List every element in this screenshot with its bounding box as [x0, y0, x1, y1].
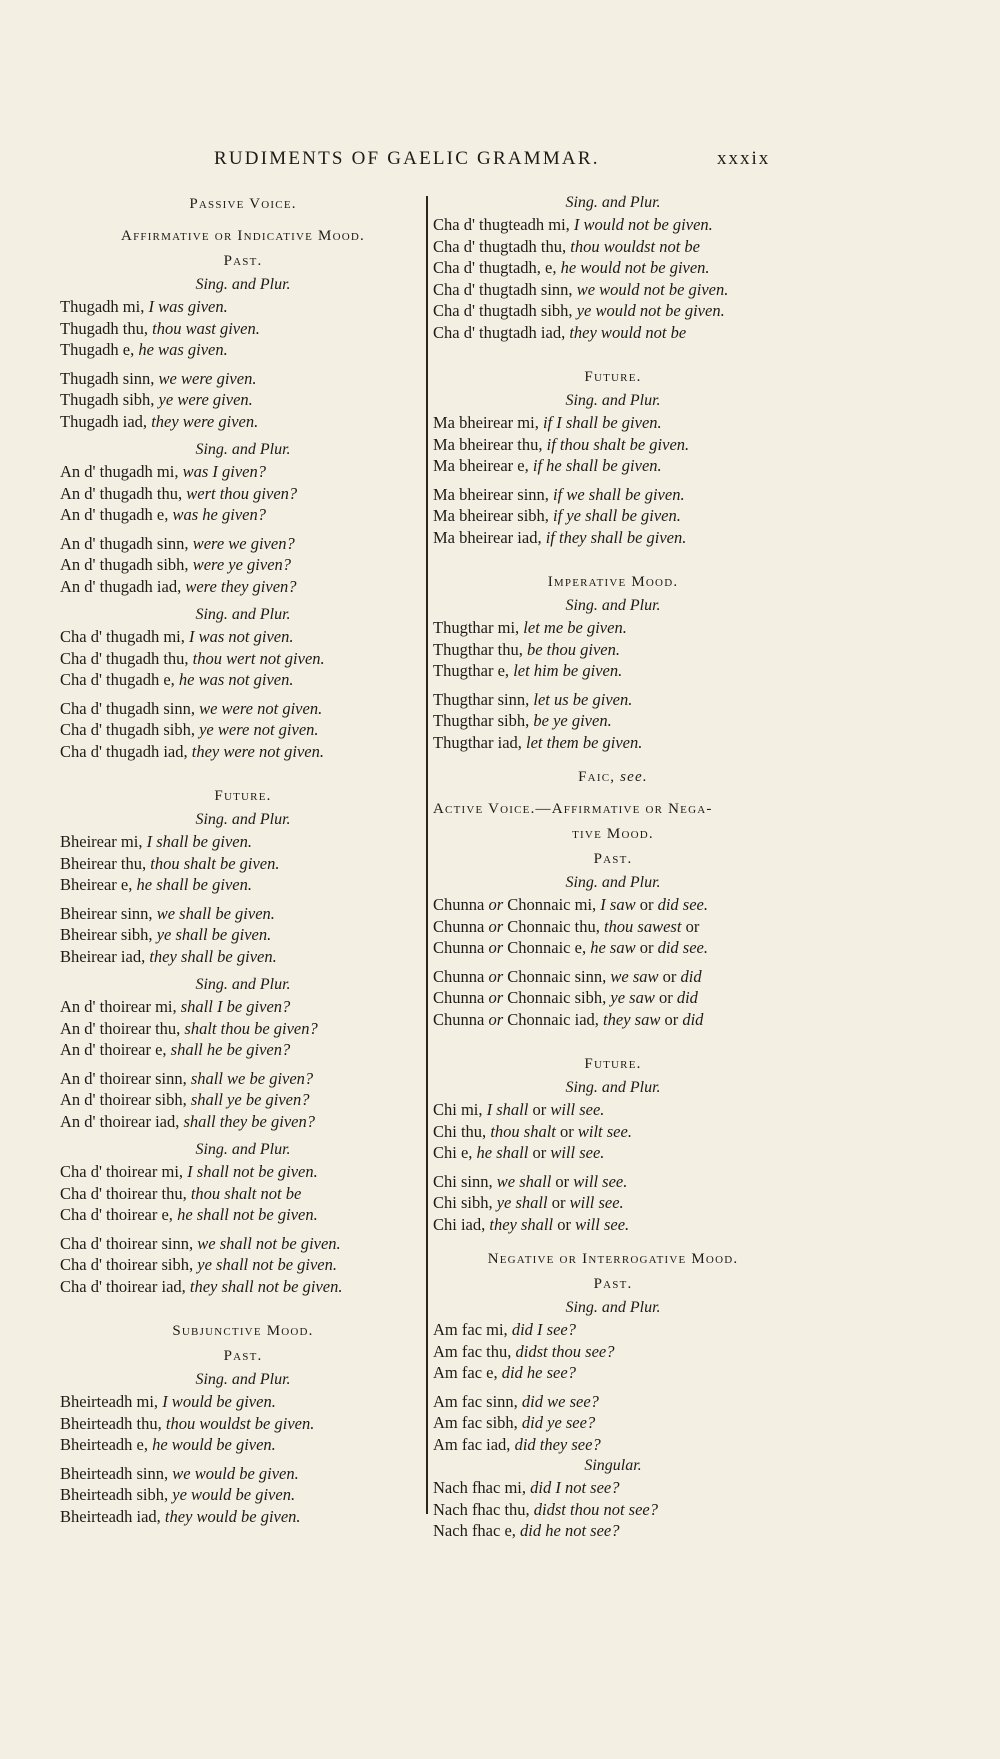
- paradigm-line: Chi iad, they shall or will see.: [433, 1214, 630, 1234]
- number-subheading: Sing. and Plur.: [195, 811, 291, 828]
- number-subheading: Sing. and Plur.: [565, 874, 661, 891]
- paradigm-line: An d' thugadh e, was he given?: [60, 505, 266, 524]
- paradigm-line: Am fac sibh, did ye see?: [433, 1413, 596, 1432]
- paradigm-line: Thugthar e, let him be given.: [433, 661, 623, 680]
- tense-heading: Future.: [214, 788, 272, 804]
- paradigm-line: Cha d' thoirear e, he shall not be given.: [60, 1205, 318, 1224]
- paradigm-line: Nach fhac thu, didst thou not see?: [433, 1499, 658, 1519]
- paradigm-line: Cha d' thugadh iad, they were not given.: [60, 741, 325, 761]
- paradigm-line: An d' thoirear sibh, shall ye be given?: [60, 1090, 310, 1109]
- paradigm-line: Chunna or Chonnaic mi, I saw or did see.: [433, 895, 708, 914]
- paradigm-line: Thugadh thu, thou wast given.: [60, 318, 260, 338]
- paradigm-line: Ma bheirear e, if he shall be given.: [433, 456, 662, 475]
- tense-heading: Past.: [223, 253, 263, 269]
- paradigm-line: Cha d' thugtadh iad, they would not be: [433, 322, 687, 342]
- paradigm-line: Chunna or Chonnaic sibh, ye saw or did: [433, 988, 698, 1007]
- paradigm-line: Bheirear thu, thou shalt be given.: [60, 853, 280, 873]
- paradigm-line: Cha d' thoirear sibh, ye shall not be given.: [60, 1255, 338, 1274]
- paradigm-line: Am fac iad, did they see?: [433, 1434, 601, 1454]
- number-subheading: Sing. and Plur.: [565, 1079, 661, 1096]
- right-column: [433, 192, 793, 1542]
- running-title: RUDIMENTS OF GAELIC GRAMMAR.: [214, 148, 600, 169]
- paradigm-line: Bheirteadh sinn, we would be given.: [60, 1463, 299, 1483]
- paradigm-line: Cha d' thoirear iad, they shall not be given.: [60, 1276, 343, 1296]
- voice-heading-cont: tive Mood.: [572, 826, 654, 842]
- number-subheading: Sing. and Plur.: [195, 276, 291, 293]
- paradigm-line: An d' thugadh thu, wert thou given?: [60, 483, 298, 503]
- section-heading: Passive Voice.: [189, 196, 297, 212]
- left-column: [60, 192, 426, 1527]
- paradigm-line: Bheirear mi, I shall be given.: [60, 832, 252, 851]
- number-subheading: Sing. and Plur.: [195, 1141, 291, 1158]
- tense-heading: Future.: [584, 369, 642, 385]
- paradigm-line: An d' thugadh sinn, were we given?: [60, 533, 295, 553]
- mood-heading: Negative or Interrogative Mood.: [487, 1251, 739, 1267]
- number-subheading: Sing. and Plur.: [565, 597, 661, 614]
- page-number: xxxix: [717, 148, 771, 169]
- paradigm-line: Thugthar mi, let me be given.: [433, 618, 627, 637]
- paradigm-line: Am fac mi, did I see?: [433, 1320, 576, 1339]
- paradigm-line: Cha d' thoirear sinn, we shall not be given.: [60, 1233, 341, 1253]
- paradigm-line: Am fac e, did he see?: [433, 1363, 576, 1382]
- paradigm-line: An d' thugadh sibh, were ye given?: [60, 555, 292, 574]
- number-subheading: Sing. and Plur.: [195, 606, 291, 623]
- paradigm-line: Ma bheirear sibh, if ye shall be given.: [433, 506, 681, 525]
- number-subheading: Sing. and Plur.: [565, 194, 661, 211]
- paradigm-line: Cha d' thugtadh thu, thou wouldst not be: [433, 236, 700, 256]
- paradigm-line: Bheirear e, he shall be given.: [60, 875, 252, 894]
- paradigm-line: Thugadh e, he was given.: [60, 340, 228, 359]
- tense-heading: Past.: [593, 851, 633, 867]
- paradigm-line: An d' thoirear sinn, shall we be given?: [60, 1068, 314, 1088]
- paradigm-line: Thugadh sinn, we were given.: [60, 368, 257, 388]
- number-subheading: Sing. and Plur.: [195, 441, 291, 458]
- mood-heading: Subjunctive Mood.: [172, 1323, 314, 1339]
- number-subheading: Sing. and Plur.: [195, 1371, 291, 1388]
- number-subheading: Sing. and Plur.: [195, 976, 291, 993]
- tense-heading: Future.: [584, 1056, 642, 1072]
- number-subheading: Sing. and Plur.: [565, 1299, 661, 1316]
- paradigm-line: Thugthar iad, let them be given.: [433, 732, 643, 752]
- paradigm-line: Thugadh sibh, ye were given.: [60, 390, 253, 409]
- paradigm-line: Thugthar sibh, be ye given.: [433, 711, 612, 730]
- running-header: [0, 148, 1000, 178]
- paradigm-line: Chunna or Chonnaic iad, they saw or did: [433, 1009, 704, 1029]
- paradigm-line: Bheirteadh sibh, ye would be given.: [60, 1485, 296, 1504]
- paradigm-line: Cha d' thugadh mi, I was not given.: [60, 627, 294, 646]
- paradigm-line: Chunna or Chonnaic thu, thou sawest or: [433, 916, 700, 936]
- paradigm-line: Ma bheirear thu, if thou shalt be given.: [433, 434, 690, 454]
- paradigm-line: Chi thu, thou shalt or wilt see.: [433, 1121, 632, 1141]
- paradigm-line: Ma bheirear mi, if I shall be given.: [433, 413, 662, 432]
- paradigm-line: Chunna or Chonnaic sinn, we saw or did: [433, 966, 702, 986]
- tense-heading: Past.: [223, 1348, 263, 1364]
- paradigm-line: Thugadh mi, I was given.: [60, 297, 228, 316]
- paradigm-line: An d' thoirear mi, shall I be given?: [60, 997, 291, 1016]
- paradigm-line: Cha d' thugadh e, he was not given.: [60, 670, 294, 689]
- paradigm-line: An d' thoirear e, shall he be given?: [60, 1040, 291, 1059]
- column-divider: [426, 196, 428, 1514]
- paradigm-line: Thugthar thu, be thou given.: [433, 639, 620, 659]
- voice-heading: Active Voice.—Affirmative or Nega-: [433, 801, 713, 817]
- paradigm-line: Cha d' thugtadh sibh, ye would not be given.: [433, 301, 725, 320]
- paradigm-line: An d' thoirear thu, shalt thou be given?: [60, 1018, 318, 1038]
- paradigm-line: Am fac thu, didst thou see?: [433, 1341, 615, 1361]
- paradigm-line: An d' thugadh mi, was I given?: [60, 462, 266, 481]
- paradigm-line: Cha d' thugteadh mi, I would not be given.: [433, 215, 713, 234]
- mood-heading: Affirmative or Indicative Mood.: [121, 228, 365, 244]
- paradigm-line: Cha d' thugtadh, e, he would not be given.: [433, 258, 710, 277]
- paradigm-line: Nach fhac e, did he not see?: [433, 1521, 620, 1540]
- tense-heading: Past.: [593, 1276, 633, 1292]
- mood-heading: Imperative Mood.: [547, 574, 679, 590]
- paradigm-line: Cha d' thugadh thu, thou wert not given.: [60, 648, 325, 668]
- paradigm-line: Am fac sinn, did we see?: [433, 1391, 599, 1411]
- paradigm-line: Cha d' thugtadh sinn, we would not be given.: [433, 279, 729, 299]
- paradigm-line: Bheirear sibh, ye shall be given.: [60, 925, 272, 944]
- paradigm-line: Chi e, he shall or will see.: [433, 1143, 605, 1162]
- paradigm-line: Bheirear iad, they shall be given.: [60, 946, 277, 966]
- paradigm-line: Thugadh iad, they were given.: [60, 411, 259, 431]
- paradigm-line: Nach fhac mi, did I not see?: [433, 1478, 620, 1497]
- paradigm-line: Cha d' thoirear thu, thou shalt not be: [60, 1183, 302, 1203]
- paradigm-line: An d' thugadh iad, were they given?: [60, 576, 297, 596]
- verb-heading: Faic, see.: [578, 769, 648, 785]
- paradigm-line: Thugthar sinn, let us be given.: [433, 689, 633, 709]
- paradigm-line: Chi sibh, ye shall or will see.: [433, 1193, 624, 1212]
- paradigm-line: Bheirteadh thu, thou wouldst be given.: [60, 1413, 315, 1433]
- paradigm-line: Cha d' thugadh sinn, we were not given.: [60, 698, 323, 718]
- paradigm-line: Bheirteadh iad, they would be given.: [60, 1506, 301, 1526]
- paradigm-line: Ma bheirear sinn, if we shall be given.: [433, 484, 685, 504]
- paradigm-line: An d' thoirear iad, shall they be given?: [60, 1111, 315, 1131]
- paradigm-line: Bheirear sinn, we shall be given.: [60, 903, 275, 923]
- paradigm-line: Cha d' thugadh sibh, ye were not given.: [60, 720, 319, 739]
- paradigm-line: Chi sinn, we shall or will see.: [433, 1171, 628, 1191]
- number-subheading: Singular.: [584, 1457, 642, 1474]
- paradigm-line: Bheirteadh e, he would be given.: [60, 1435, 276, 1454]
- number-subheading: Sing. and Plur.: [565, 392, 661, 409]
- paradigm-line: Cha d' thoirear mi, I shall not be given.: [60, 1162, 318, 1181]
- paradigm-line: Ma bheirear iad, if they shall be given.: [433, 527, 687, 547]
- paradigm-line: Bheirteadh mi, I would be given.: [60, 1392, 276, 1411]
- paradigm-line: Chi mi, I shall or will see.: [433, 1100, 605, 1119]
- paradigm-line: Chunna or Chonnaic e, he saw or did see.: [433, 938, 708, 957]
